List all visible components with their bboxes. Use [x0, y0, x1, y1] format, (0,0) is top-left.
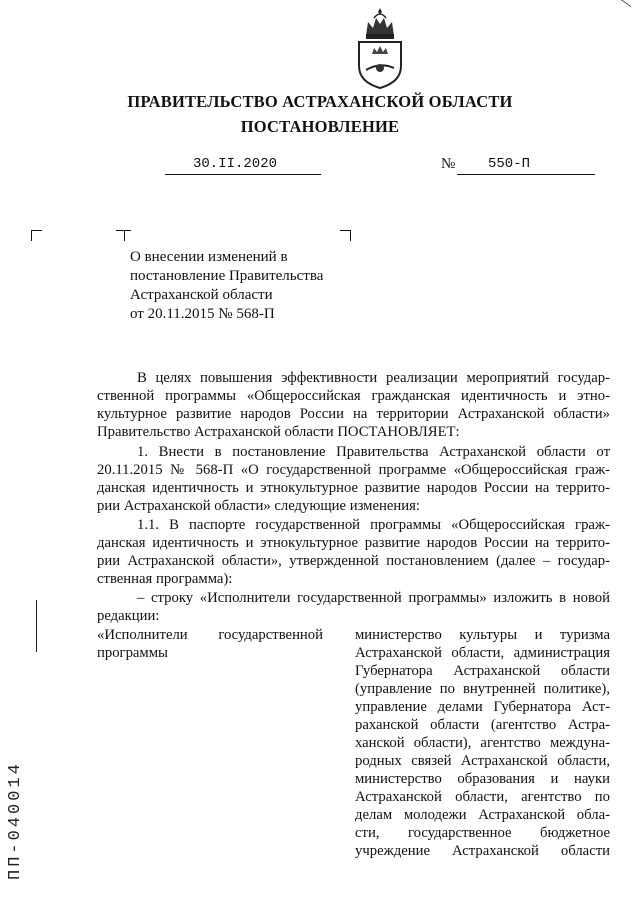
body-line: редакции: [97, 608, 160, 624]
number-sign: № [441, 156, 456, 172]
body-line: данская идентичность и этнокультурное развитие народов России на террито- [97, 535, 610, 551]
table-right-line: сти, государственное бюджетное [355, 825, 610, 841]
document-number: 550-П [488, 156, 531, 172]
body-line: рии Астраханской области», утвержденной постановлением (далее – государ- [97, 553, 610, 569]
body-line: культурное развитие народов России на территории Астраханской области» [97, 406, 610, 422]
document-date: 30.II.2020 [193, 156, 278, 172]
table-right-line: министерство культуры и туризма [355, 627, 610, 643]
form-serial-number: ПП-040014 [6, 761, 25, 880]
table-right-line: Губернатора Астраханской области [355, 663, 610, 679]
body-line: 1. Внести в постановление Правительства Астраханской области от [137, 444, 610, 460]
number-underline [457, 174, 595, 175]
table-right-line: (управление по внутренней политике), [355, 681, 610, 697]
document-type: ПОСТАНОВЛЕНИЕ [240, 117, 400, 136]
body-line: 20.11.2015 № 568-П «О государственной программе «Общероссийская граж- [97, 462, 610, 478]
government-title: ПРАВИТЕЛЬСТВО АСТРАХАНСКОЙ ОБЛАСТИ [127, 92, 513, 111]
table-right-line: Астраханской области, агентство по [355, 789, 610, 805]
table-right-line: Астраханской области, администрация [355, 645, 610, 661]
table-left-cell: программы [97, 645, 168, 661]
table-right-line: делам молодежи Астраханской обла- [355, 807, 610, 823]
corner-mark [619, 0, 632, 8]
table-left-cell: «Исполнители государственной [97, 627, 323, 643]
subject-line: постановление Правительства [130, 268, 324, 284]
table-right-line: управление делами Губернатора Аст- [355, 699, 610, 715]
subject-line: Астраханской области [130, 287, 273, 303]
body-line: ственной программы «Общероссийская гражданская идентичность и этно- [97, 388, 610, 404]
body-line: Правительство Астраханской области ПОСТАНОВЛЯЕТ: [97, 424, 460, 440]
body-line: данская идентичность и этнокультурное развитие народов России на террито- [97, 480, 610, 496]
subject-line: О внесении изменений в [130, 249, 288, 265]
subject-line: от 20.11.2015 № 568-П [130, 306, 275, 322]
body-line: рии Астраханской области» следующие изменения: [97, 498, 420, 514]
date-underline [165, 174, 321, 175]
body-line: В целях повышения эффективности реализации мероприятий государ- [137, 370, 610, 386]
table-right-line: ханской области), агентство междуна- [355, 735, 610, 751]
table-right-line: раханской области (агентство Астра- [355, 717, 610, 733]
corner-bracket-right [340, 230, 351, 241]
body-line: ственная программа): [97, 571, 233, 587]
corner-bracket-mid-right [124, 230, 131, 241]
body-line: 1.1. В паспорте государственной программы «Общероссийская граж- [137, 517, 610, 533]
table-right-line: министерство образования и науки [355, 771, 610, 787]
corner-bracket-left [31, 230, 42, 241]
table-right-line: учреждение Астраханской области [355, 843, 610, 859]
body-line: – строку «Исполнители государственной программы» изложить в новой [137, 590, 610, 606]
side-margin-line [36, 600, 37, 652]
table-right-line: родных связей Астраханской области, [355, 753, 610, 769]
coat-of-arms-icon [352, 6, 408, 90]
